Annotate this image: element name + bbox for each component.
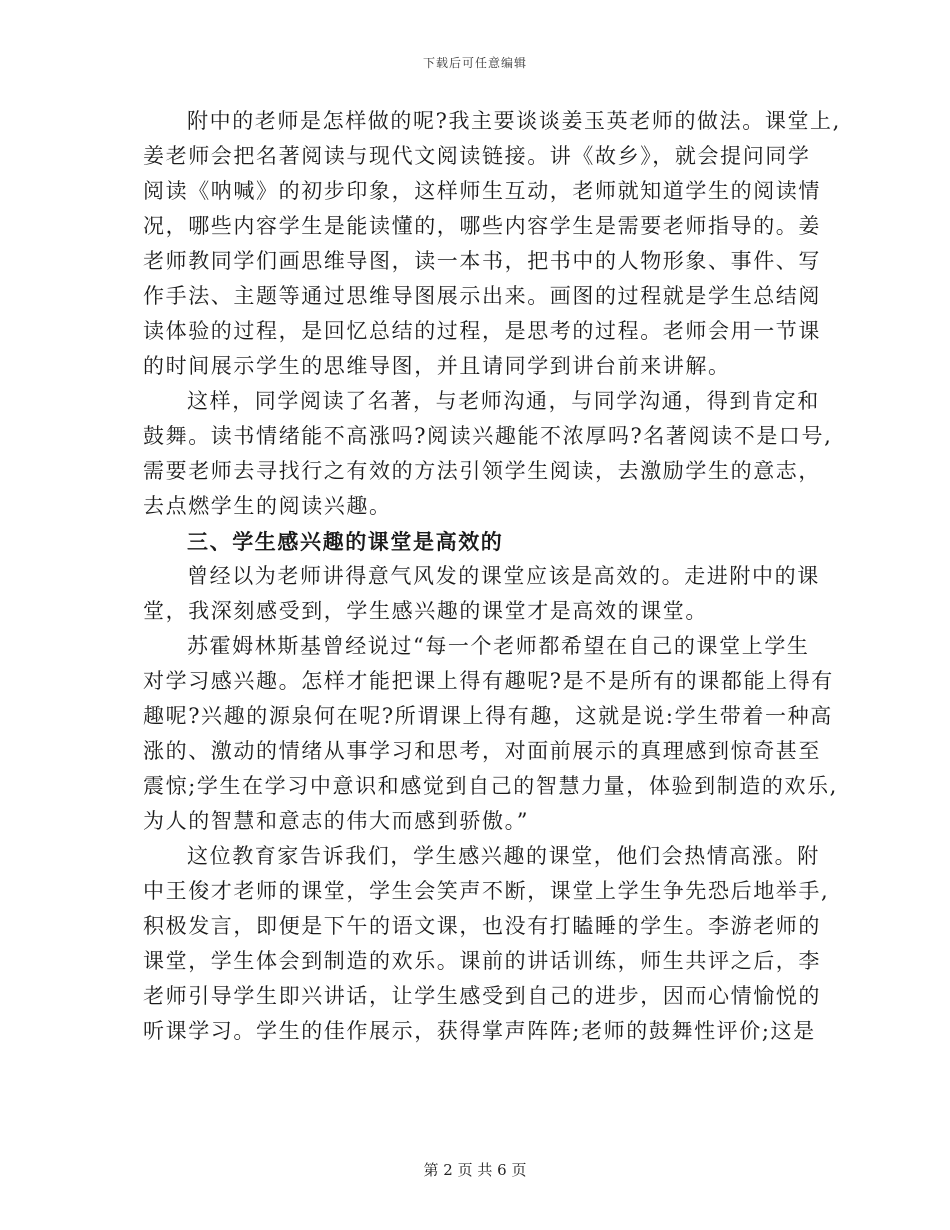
- paragraph-line: 听课学习。学生的佳作展示，获得掌声阵阵;老师的鼓舞性评价;这是: [143, 1019, 816, 1043]
- paragraph-line: 需要老师去寻找行之有效的方法引领学生阅读，去激励学生的意志，: [143, 459, 821, 483]
- section-heading: 三、学生感兴趣的课堂是高效的: [187, 529, 504, 554]
- paragraph-line: 这样，同学阅读了名著，与老师沟通，与同学沟通，得到肯定和: [187, 389, 820, 413]
- paragraph-line: 附中的老师是怎样做的呢?我主要谈谈姜玉英老师的做法。课堂上,: [187, 109, 841, 133]
- paragraph-line: 震惊;学生在学习中意识和感觉到自己的智慧力量，体验到制造的欢乐,: [143, 774, 838, 798]
- paragraph-line: 姜老师会把名著阅读与现代文阅读链接。讲《故乡》，就会提问同学: [143, 144, 811, 168]
- paragraph-line: 老师引导学生即兴讲话，让学生感受到自己的进步，因而心情愉悦的: [143, 984, 821, 1008]
- paragraph-line: 涨的、激动的情绪从事学习和思考，对面前展示的真理感到惊奇甚至: [143, 739, 821, 763]
- paragraph-line: 鼓舞。读书情绪能不高涨吗?阅读兴趣能不浓厚吗?名著阅读不是口号,: [143, 424, 833, 448]
- paragraph-line: 作手法、主题等通过思维导图展示出来。画图的过程就是学生总结阅: [143, 284, 821, 308]
- paragraph-line: 这位教育家告诉我们，学生感兴趣的课堂，他们会热情高涨。附: [187, 844, 820, 868]
- paragraph-line: 的时间展示学生的思维导图，并且请同学到讲台前来讲解。: [143, 354, 731, 378]
- document-body: [143, 104, 841, 1049]
- paragraph-line: 对学习感兴趣。怎样才能把课上得有趣呢?是不是所有的课都能上得有: [143, 669, 834, 693]
- paragraph-line: 曾经以为老师讲得意气风发的课堂应该是高效的。走进附中的课: [187, 564, 820, 588]
- page-number: 第 2 页 共 6 页: [423, 1161, 527, 1179]
- paragraph-line: 中王俊才老师的课堂，学生会笑声不断，课堂上学生争先恐后地举手,: [143, 879, 830, 903]
- paragraph-line: 老师教同学们画思维导图，读一本书，把书中的人物形象、事件、写: [143, 249, 821, 273]
- paragraph-line: 积极发言，即便是下午的语文课，也没有打瞌睡的学生。李游老师的: [143, 914, 821, 938]
- paragraph-line: 趣呢?兴趣的源泉何在呢?所谓课上得有趣，这就是说:学生带着一种高: [143, 704, 833, 728]
- paragraph-line: 读体验的过程，是回忆总结的过程，是思考的过程。老师会用一节课: [143, 319, 821, 343]
- page-header-note: 下载后可任意编辑: [422, 56, 527, 70]
- paragraph-line: 况，哪些内容学生是能读懂的，哪些内容学生是需要老师指导的。姜: [143, 214, 821, 238]
- paragraph-line: 为人的智慧和意志的伟大而感到骄傲。”: [143, 809, 530, 833]
- paragraph-line: 去点燃学生的阅读兴趣。: [143, 494, 392, 518]
- paragraph-line: 课堂，学生体会到制造的欢乐。课前的讲话训练，师生共评之后，李: [143, 949, 821, 973]
- paragraph-line: 堂，我深刻感受到，学生感兴趣的课堂才是高效的课堂。: [143, 599, 708, 623]
- paragraph-line: 苏霍姆林斯基曾经说过“每一个老师都希望在自己的课堂上学生: [187, 634, 810, 658]
- paragraph-line: 阅读《呐喊》的初步印象，这样师生互动，老师就知道学生的阅读情: [143, 179, 821, 203]
